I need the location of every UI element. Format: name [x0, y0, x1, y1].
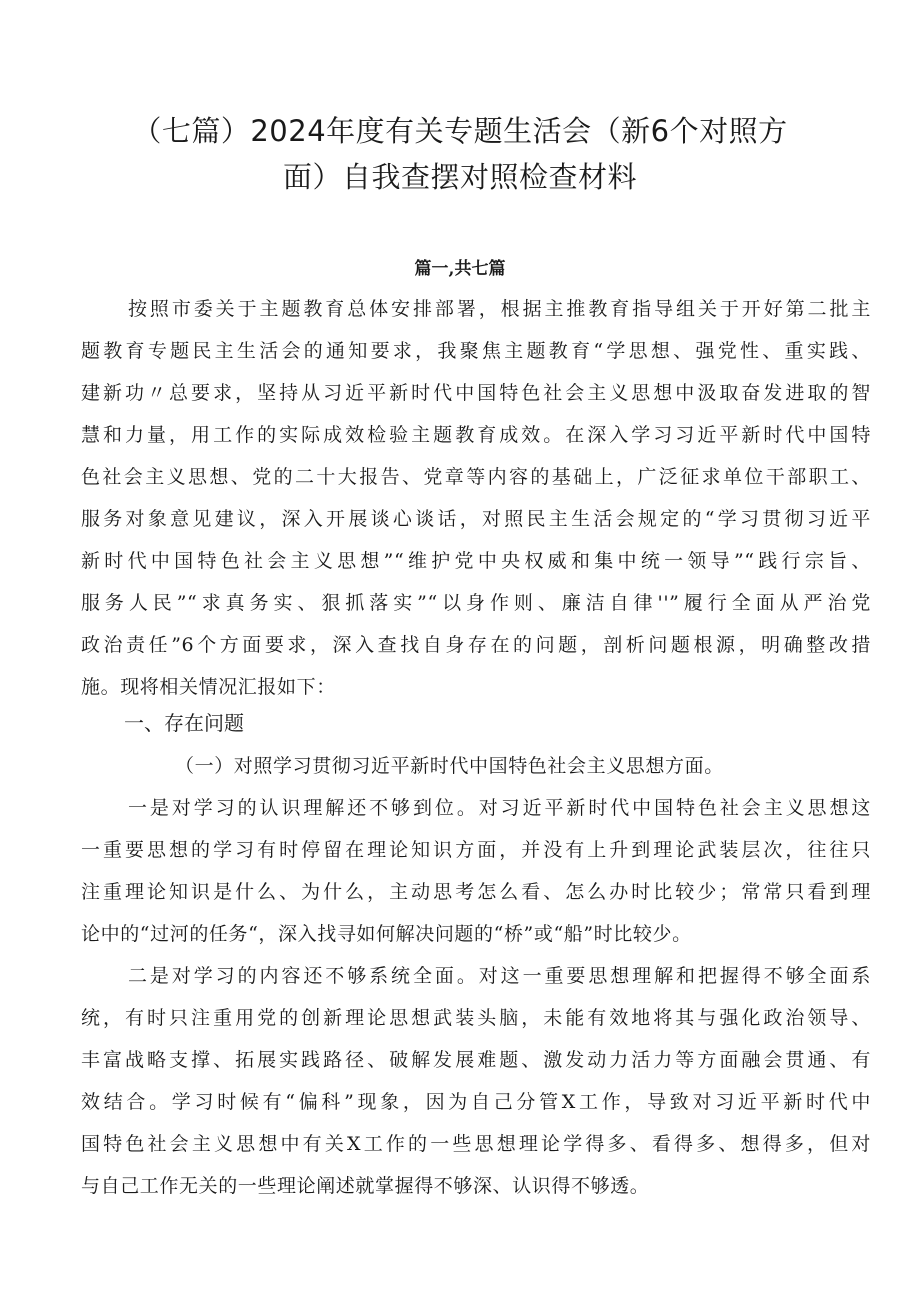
title-line-2: 面）自我查摆对照检查材料 [282, 160, 637, 194]
paragraph-line: 统，有时只注重用党的创新理论思想武装头脑，未能有效地将其与强化政治领导、 [81, 1007, 871, 1029]
paragraph-line: 效结合。学习时候有“偏科”现象，因为自己分管X工作，导致对习近平新时代中 [81, 1091, 871, 1113]
section-heading: 一、存在问题 [124, 711, 244, 735]
intro-paragraph [81, 288, 871, 708]
intro-line: 按照市委关于主题教育总体安排部署，根据主推教育指导组关于开好第二批主 [128, 298, 871, 320]
subsection-heading: （一）对照学习贯彻习近平新时代中国特色社会主义思想方面。 [175, 755, 724, 777]
paragraph-line: 一重要思想的学习有时停留在理论知识方面，并没有上升到理论武装层次，往往只 [81, 839, 871, 861]
title-line-1: （七篇）2024年度有关专题生活会（新6个对照方 [132, 114, 788, 148]
paragraph-line: 丰富战略支撑、拓展实践路径、破解发展难题、激发动力活力等方面融会贯通、有 [81, 1049, 871, 1071]
intro-line: 服务对象意见建议，深入开展谈心谈话，对照民主生活会规定的“学习贯彻习近平 [81, 508, 871, 530]
paragraph-line: 论中的“过河的任务“，深入找寻如何解决问题的“桥”或“船”时比较少。 [81, 923, 692, 945]
intro-line: 施。现将相关情况汇报如下： [81, 676, 336, 698]
intro-line: 慧和力量，用工作的实际成效检验主题教育成效。在深入学习习近平新时代中国特 [81, 424, 871, 446]
paragraph-line: 二是对学习的内容还不够系统全面。对这一重要思想理解和把握得不够全面系 [128, 965, 871, 987]
paragraph-line: 与自己工作无关的一些理论阐述就掌握得不够深、认识得不够透。 [81, 1175, 650, 1197]
intro-line: 建新功〃总要求，坚持从习近平新时代中国特色社会主义思想中汲取奋发进取的智 [81, 382, 871, 404]
intro-line: 题教育专题民主生活会的通知要求，我聚焦主题教育“学思想、强党性、重实践、 [81, 340, 871, 362]
paragraph-line: 注重理论知识是什么、为什么，主动思考怎么看、怎么办时比较少；常常只看到理 [81, 881, 871, 903]
paragraph-line: 国特色社会主义思想中有关X工作的一些思想理论学得多、看得多、想得多，但对 [81, 1133, 871, 1155]
intro-line: 政治责任”6个方面要求，深入查找自身存在的问题，剖析问题根源，明确整改措 [81, 634, 871, 656]
document-subtitle: 篇一,共七篇 [414, 259, 506, 279]
body-paragraph-2 [81, 955, 871, 1207]
document-title [60, 108, 860, 200]
intro-line: 服务人民”“求真务实、狠抓落实”“以身作则、廉洁自律''”履行全面从严治党 [81, 592, 871, 614]
intro-line: 新时代中国特色社会主义思想”“维护党中央权威和集中统一领导”“践行宗旨、 [81, 550, 871, 572]
paragraph-line: 一是对学习的认识理解还不够到位。对习近平新时代中国特色社会主义思想这 [128, 797, 871, 819]
body-paragraph-1 [81, 787, 871, 955]
intro-line: 色社会主义思想、党的二十大报告、党章等内容的基础上，广泛征求单位干部职工、 [81, 466, 871, 488]
